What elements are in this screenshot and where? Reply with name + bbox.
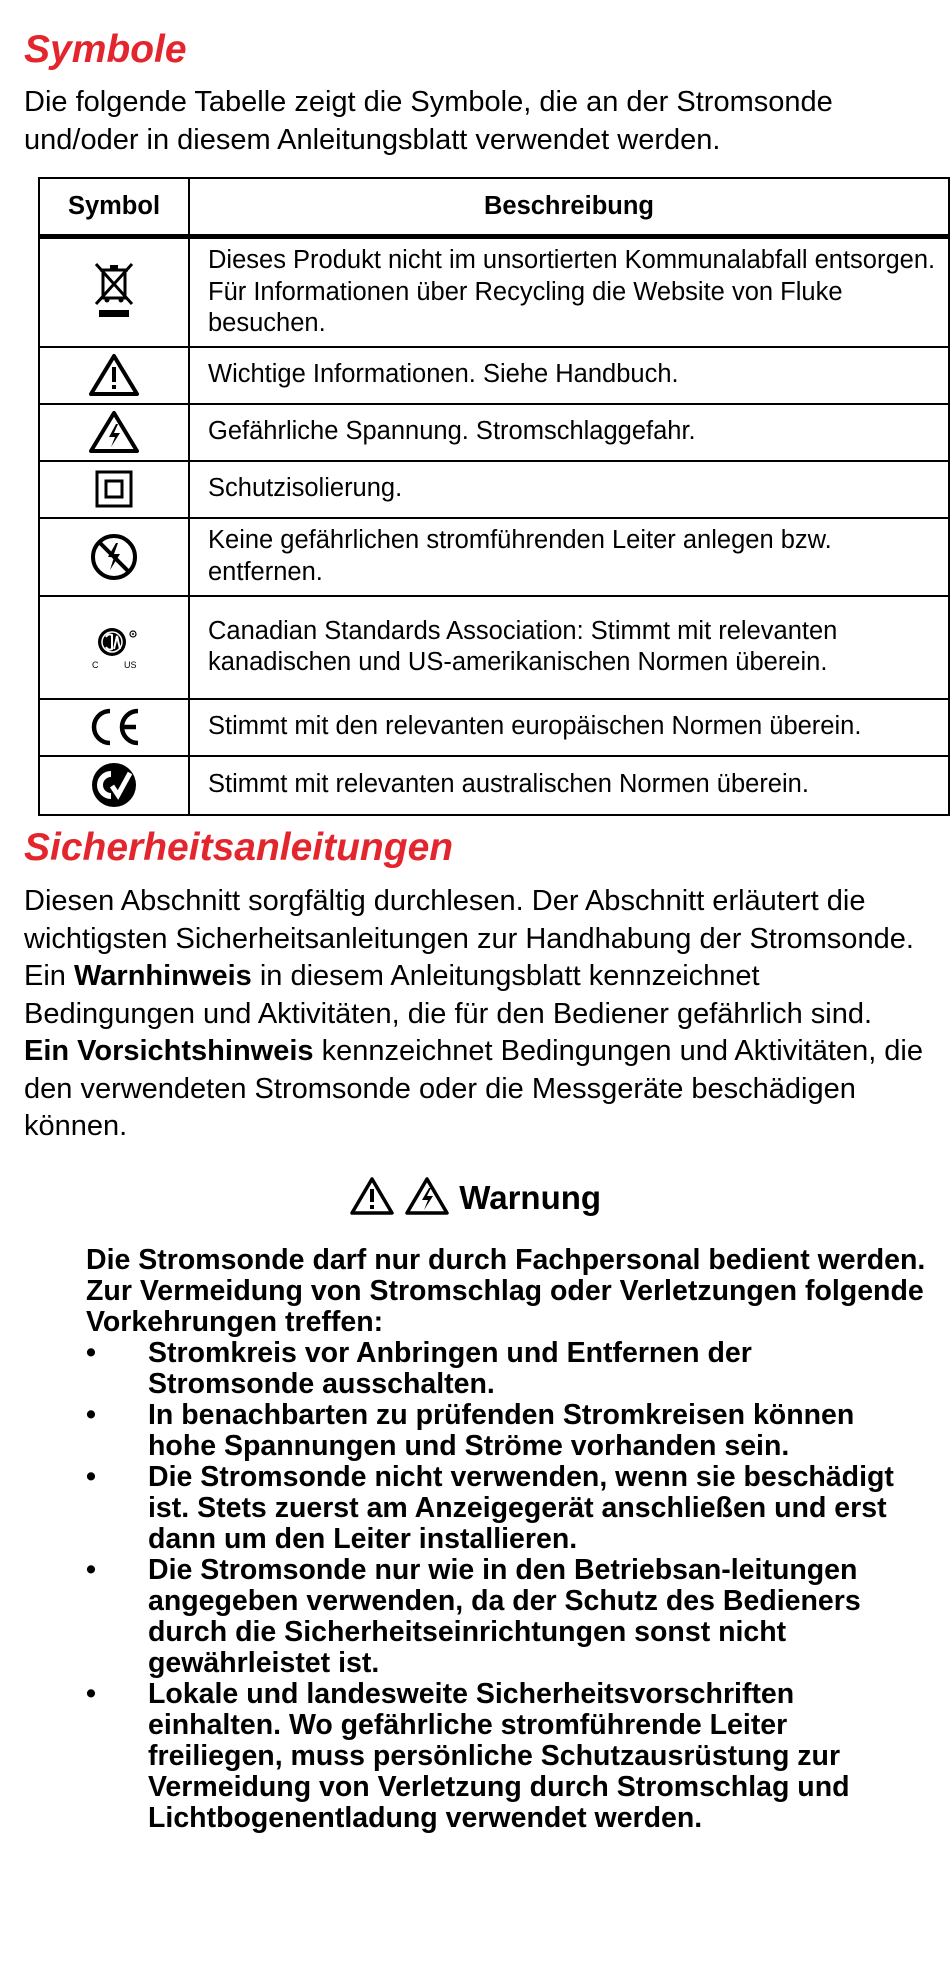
high-voltage-triangle-icon [404,1176,450,1216]
list-item [86,1462,926,1555]
svg-text:C: C [92,660,99,670]
warning-triangle-icon [88,353,140,397]
bullet: • [86,1399,96,1431]
table-row [39,518,949,596]
symbols-intro: Die folgende Tabelle zeigt die Symbole, die an der Stromsonde und/oder in diesem Anleitungsblatt verwendet werden. [24,86,833,156]
safety-intro-part1: Diesen Abschnitt sorgfältig durchlesen. Der Abschnitt erläutert die wichtigsten Sicherheitsanleitungen zur Handhabung der Stromsonde. Ein [24,885,914,992]
list-item-text: In benachbarten zu prüfenden Stromkreisen können hohe Spannungen und Ströme vorhanden sein. [148,1399,855,1462]
list-item-text: Lokale und landesweite Sicherheitsvorschriften einhalten. Wo gefährliche stromführende Leiter freiliegen, muss persönliche Schutzausrüstung zur Vermeidung von Verletzung durch Stromschlag und Lichtbogenentladung verwendet werden. [148,1678,850,1834]
ce-mark-icon [86,707,142,747]
list-item-text: Stromkreis vor Anbringen und Entfernen der Stromsonde ausschalten. [148,1337,752,1400]
warning-triangle-icon [349,1176,395,1216]
row-description: Canadian Standards Association: Stimmt mit relevanten kanadischen und US-amerikanischen Normen überein. [189,596,949,699]
caution-keyword: Ein Vorsichtshinweis [24,1035,314,1067]
row-description: Keine gefährlichen stromführenden Leiter anlegen bzw. entfernen. [189,518,949,596]
list-item-text: Die Stromsonde nur wie in den Betriebsan-leitungen angegeben verwenden, da der Schutz des Bedieners durch die Sicherheitseinrichtungen sonst nicht gewährleistet ist. [148,1554,861,1679]
no-live-conductor-icon [89,532,139,582]
list-item [86,1555,926,1679]
table-header-row [39,178,949,237]
svg-text:US: US [124,660,137,670]
column-header-description: Beschreibung [189,178,949,237]
row-description: Stimmt mit den relevanten europäischen Normen überein. [189,699,949,756]
table-row [39,596,949,699]
warning-keyword: Warnhinweis [73,960,252,992]
table-row [39,347,949,404]
weee-crossed-bin-icon [92,262,136,322]
double-insulation-icon [94,469,134,509]
list-item-text: Die Stromsonde nicht verwenden, wenn sie beschädigt ist. Stets zuerst am Anzeigegerät anschließen und erst dann um den Leiter installieren. [148,1461,894,1555]
bullet: • [86,1554,96,1586]
column-header-symbol: Symbol [39,178,189,237]
table-row [39,699,949,756]
warning-intro: Die Stromsonde darf nur durch Fachpersonal bedient werden. Zur Vermeidung von Stromschlag oder Verletzungen folgende Vorkehrungen treffen: [86,1244,926,1338]
row-description: Schutzisolierung. [189,461,949,518]
warning-list [86,1338,926,1834]
safety-intro-part2: in diesem Anleitungsblatt kennzeichnet Bedingungen und Aktivitäten, die für den Bediener gefährlich sind. [24,960,873,1030]
safety-intro [24,883,924,1146]
high-voltage-triangle-icon [88,410,140,454]
row-description: Gefährliche Spannung. Stromschlaggefahr. [189,404,949,461]
row-description: Stimmt mit relevanten australischen Normen überein. [189,756,949,815]
table-row [39,237,949,347]
c-tick-mark-icon [89,760,139,810]
warning-block [86,1245,926,1834]
symbols-heading: Symbole [24,28,187,71]
table-row [39,404,949,461]
list-item [86,1679,926,1834]
list-item [86,1338,926,1400]
list-item [86,1400,926,1462]
symbols-table [38,177,950,816]
warning-title-text: Warnung [459,1179,602,1216]
row-description: Wichtige Informationen. Siehe Handbuch. [189,347,949,404]
safety-intro-part3: kennzeichnet Bedingungen und Aktivitäten, die den verwendeten Stromsonde oder die Messgeräte beschädigen können. [24,1035,924,1142]
csa-us-mark-icon [82,622,146,672]
bullet: • [86,1678,96,1710]
bullet: • [86,1461,96,1493]
table-row [39,461,949,518]
warning-title [0,1176,950,1220]
safety-heading: Sicherheitsanleitungen [24,826,454,869]
bullet: • [86,1337,96,1369]
row-description: Dieses Produkt nicht im unsortierten Kommunalabfall entsorgen. Für Informationen über Recycling die Website von Fluke besuchen. [189,237,949,347]
table-row [39,756,949,815]
